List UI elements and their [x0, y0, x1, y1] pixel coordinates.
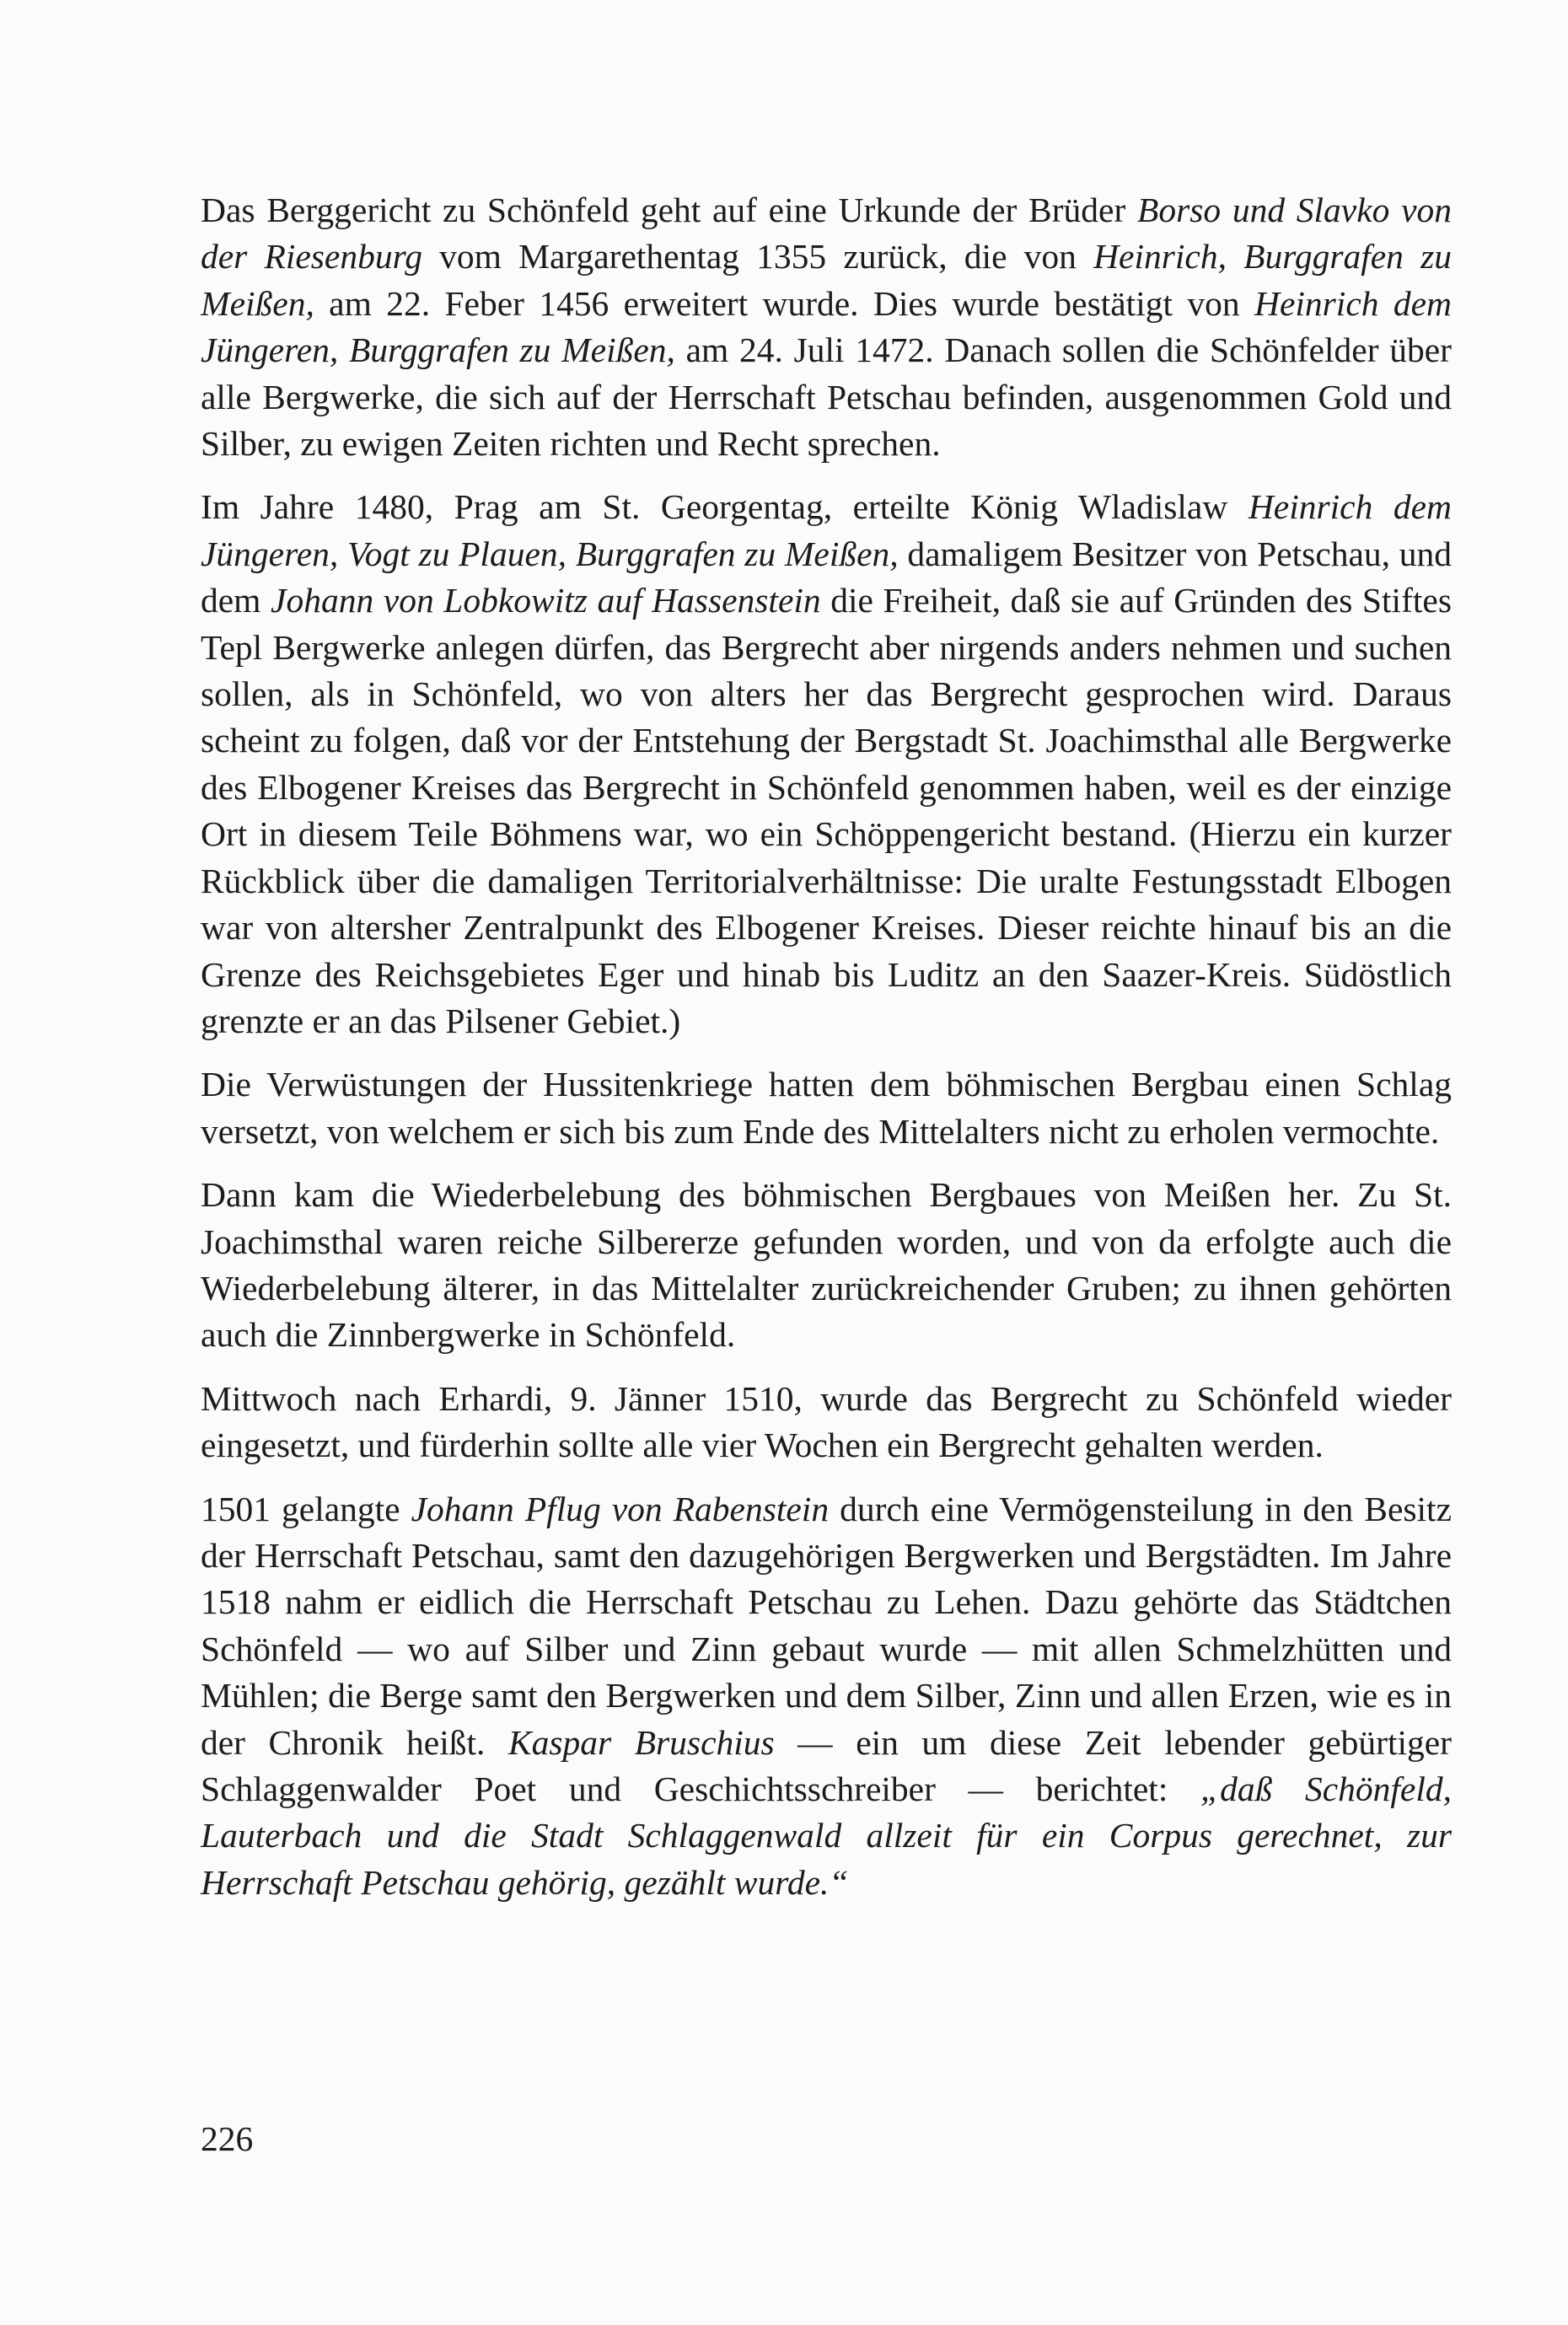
text-segment: Das Berggericht zu Schönfeld geht auf eine Urkunde der Brüder: [201, 191, 1137, 229]
italic-name: Heinrich dem Jüngeren, Burggrafen zu Meißen,: [201, 283, 1452, 370]
text-segment: 1501 gelangte: [201, 1489, 411, 1528]
text-segment: — ein um diese Zeit lebender gebürtiger Schlaggenwalder Poet und Geschichtsschreiber — berichtet:: [201, 1722, 1452, 1808]
italic-name: Kaspar Bruschius: [507, 1722, 775, 1762]
body-text: [201, 187, 1452, 1906]
italic-name: Borso und Slavko von der Riesenburg: [201, 191, 1452, 277]
paragraph-6: [201, 1486, 1452, 1907]
text-segment: damaligem Besitzer von Petschau, und dem: [201, 534, 1452, 620]
text-segment: Mittwoch nach Erhardi, 9. Jänner 1510, wurde das Bergrecht zu Schönfeld wieder eingesetzt, und fürderhin sollte alle vier Wochen ein Bergrecht gehalten werden.: [201, 1378, 1452, 1465]
italic-name: Heinrich dem Jüngeren, Vogt zu Plauen, Burggrafen zu Meißen,: [201, 487, 1452, 573]
italic-quote: „daß Schönfeld, Lauterbach und die Stadt Schlaggenwald allzeit für ein Corpus gerechnet, zur Herrschaft Petschau gehörig, gezählt wurde.“: [201, 1769, 1452, 1902]
text-segment: Dann kam die Wiederbelebung des böhmischen Bergbaues von Meißen her. Zu St. Joachimsthal waren reiche Silbererze gefunden worden, und von da erfolgte auch die Wiederbelebung älterer, in das Mittelalter zurückreichender Gruben; zu ihnen gehörten auch die Zinnbergwerke in Schönfeld.: [201, 1175, 1452, 1355]
paragraph-4: [201, 1172, 1452, 1359]
text-segment: Die Verwüstungen der Hussitenkriege hatten dem böhmischen Bergbau einen Schlag versetzt, von welchem er sich bis zum Ende des Mittelalters nicht zu erholen vermochte.: [201, 1065, 1452, 1151]
text-segment: durch eine Vermögensteilung in den Besitz der Herrschaft Petschau, samt den dazugehörigen Bergwerken und Bergstädten. Im Jahre 1518 nahm er eidlich die Herrschaft Petschau zu Lehen. Dazu gehörte das Städtchen Schönfeld — wo auf Silber und Zinn gebaut wurde — mit allen Schmelzhütten und Mühlen; die Berge samt den Bergwerken und dem Silber, Zinn und allen Erzen, wie es in der Chronik heißt.: [201, 1489, 1452, 1762]
paragraph-5: [201, 1376, 1452, 1469]
text-segment: am 22. Feber 1456 erweitert wurde. Dies wurde bestätigt von: [314, 283, 1254, 323]
text-segment: Im Jahre 1480, Prag am St. Georgentag, erteilte König Wladislaw: [201, 487, 1248, 527]
paragraph-2: [201, 484, 1452, 1044]
text-segment: die Freiheit, daß sie auf Gründen des Stiftes Tepl Bergwerke anlegen dürfen, das Bergrecht aber nirgends anders nehmen und suchen sollen, als in Schönfeld, wo von alters her das Bergrecht gesprochen wird. Daraus scheint zu folgen, daß vor der Entstehung der Bergstadt St. Joachimsthal alle Bergwerke des Elbogener Kreises das Bergrecht in Schönfeld genommen haben, weil es der einzige Ort in diesem Teile Böhmens war, wo ein Schöppengericht bestand. (Hierzu ein kurzer Rückblick über die damaligen Territorialverhältnisse: Die uralte Festungsstadt Elbogen war von altersher Zentralpunkt des Elbogener Kreises. Dieser reichte hinauf bis an die Grenze des Reichsgebietes Eger und hinab bis Luditz an den Saazer-Kreis. Südöstlich grenzte er an das Pilsener Gebiet.): [201, 581, 1452, 1040]
text-segment: am 24. Juli 1472. Danach sollen die Schönfelder über alle Bergwerke, die sich auf der Herrschaft Petschau befinden, ausgenommen Gold und Silber, zu ewigen Zeiten richten und Recht sprechen.: [201, 330, 1452, 464]
paragraph-1: [201, 187, 1452, 467]
italic-name: Johann Pflug von Rabenstein: [411, 1489, 830, 1528]
paragraph-3: [201, 1061, 1452, 1155]
text-segment: vom Margarethentag 1355 zurück, die von: [422, 237, 1094, 277]
page-number: 226: [201, 2119, 254, 2158]
italic-name: Heinrich, Burggrafen zu Meißen,: [201, 237, 1452, 323]
italic-name: Johann von Lobkowitz auf Hassenstein: [271, 581, 821, 620]
